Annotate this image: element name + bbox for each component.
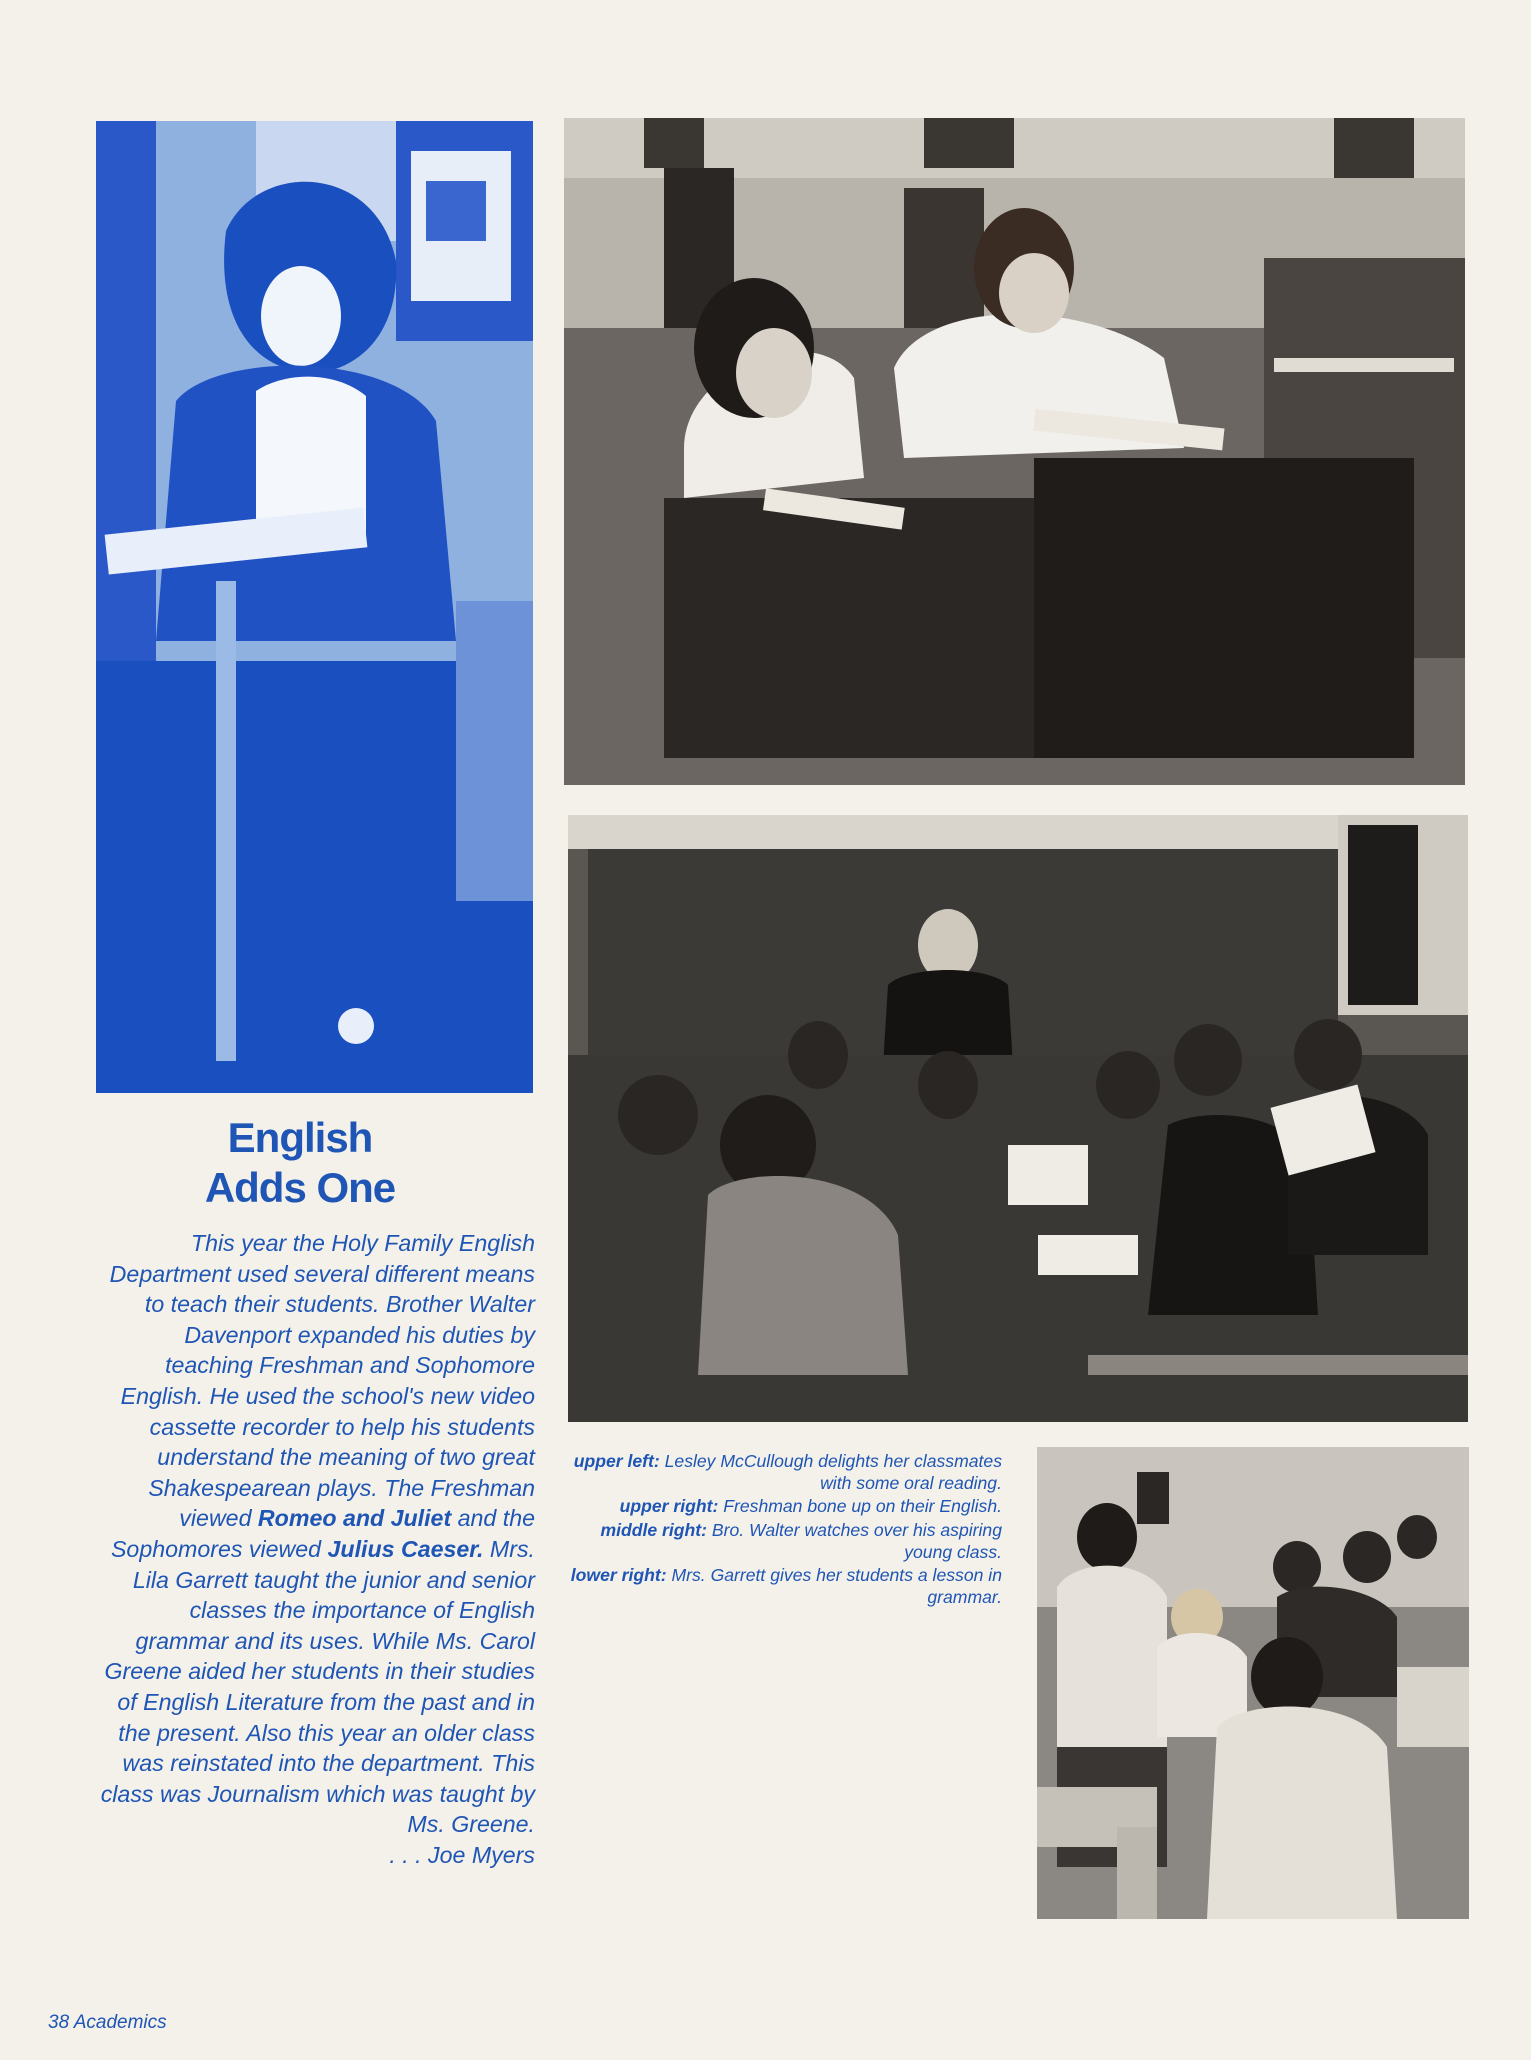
- article-paragraph: [96, 1228, 535, 1840]
- caption-middle-right: [560, 1519, 1002, 1563]
- caption-lower-right: [560, 1564, 1002, 1608]
- caption-label: middle right:: [600, 1519, 708, 1540]
- caption-upper-left: [560, 1450, 1002, 1494]
- caption-text: Freshman bone up on their English.: [718, 1496, 1002, 1517]
- body-text-part-2: and the Sophomores viewed: [110, 1505, 535, 1562]
- play-title-romeo-and-juliet: Romeo and Juliet: [257, 1505, 452, 1532]
- photo-captions: [560, 1450, 1002, 1609]
- photo-lower-right: [1037, 1447, 1469, 1919]
- body-text-part-3: Mrs. Lila Garrett taught the junior and senior classes the importance of English grammar and its uses. While Ms. Carol Greene aided her students in their studies of English Literature from the past and in the present. Also this year an older class was reinstated into the department. This class was Journalism which was taught by Ms. Greene.: [100, 1535, 535, 1838]
- body-text-part-1: This year the Holy Family English Department used several different means to teach their students. Brother Walter Davenport expanded his duties by teaching Freshman and Sophomore English. He used the school's new video cassette recorder to help his students understand the meaning of two great Shakespearean plays. The Freshman viewed: [109, 1230, 535, 1532]
- play-title-julius-caeser: Julius Caeser.: [327, 1535, 484, 1562]
- headline-line-2: Adds One: [204, 1164, 396, 1211]
- article-body: [96, 1228, 535, 1870]
- caption-upper-right: [560, 1495, 1002, 1517]
- photo-upper-right: [564, 118, 1465, 785]
- page-folio: 38 Academics: [48, 2012, 167, 2033]
- caption-text: Bro. Walter watches over his aspiring young class.: [707, 1519, 1002, 1562]
- headline-line-1: English: [227, 1114, 373, 1161]
- article-headline: [150, 1113, 450, 1213]
- photo-middle-right: [568, 815, 1468, 1422]
- photo-upper-left: [96, 121, 533, 1093]
- caption-text: Mrs. Garrett gives her students a lesson in grammar.: [666, 1565, 1002, 1608]
- article-byline: . . . Joe Myers: [389, 1841, 535, 1868]
- caption-label: lower right:: [570, 1565, 667, 1586]
- caption-label: upper left:: [573, 1451, 660, 1471]
- caption-label: upper right:: [619, 1496, 719, 1517]
- caption-text: Lesley McCullough delights her classmates with some oral reading.: [659, 1451, 1002, 1494]
